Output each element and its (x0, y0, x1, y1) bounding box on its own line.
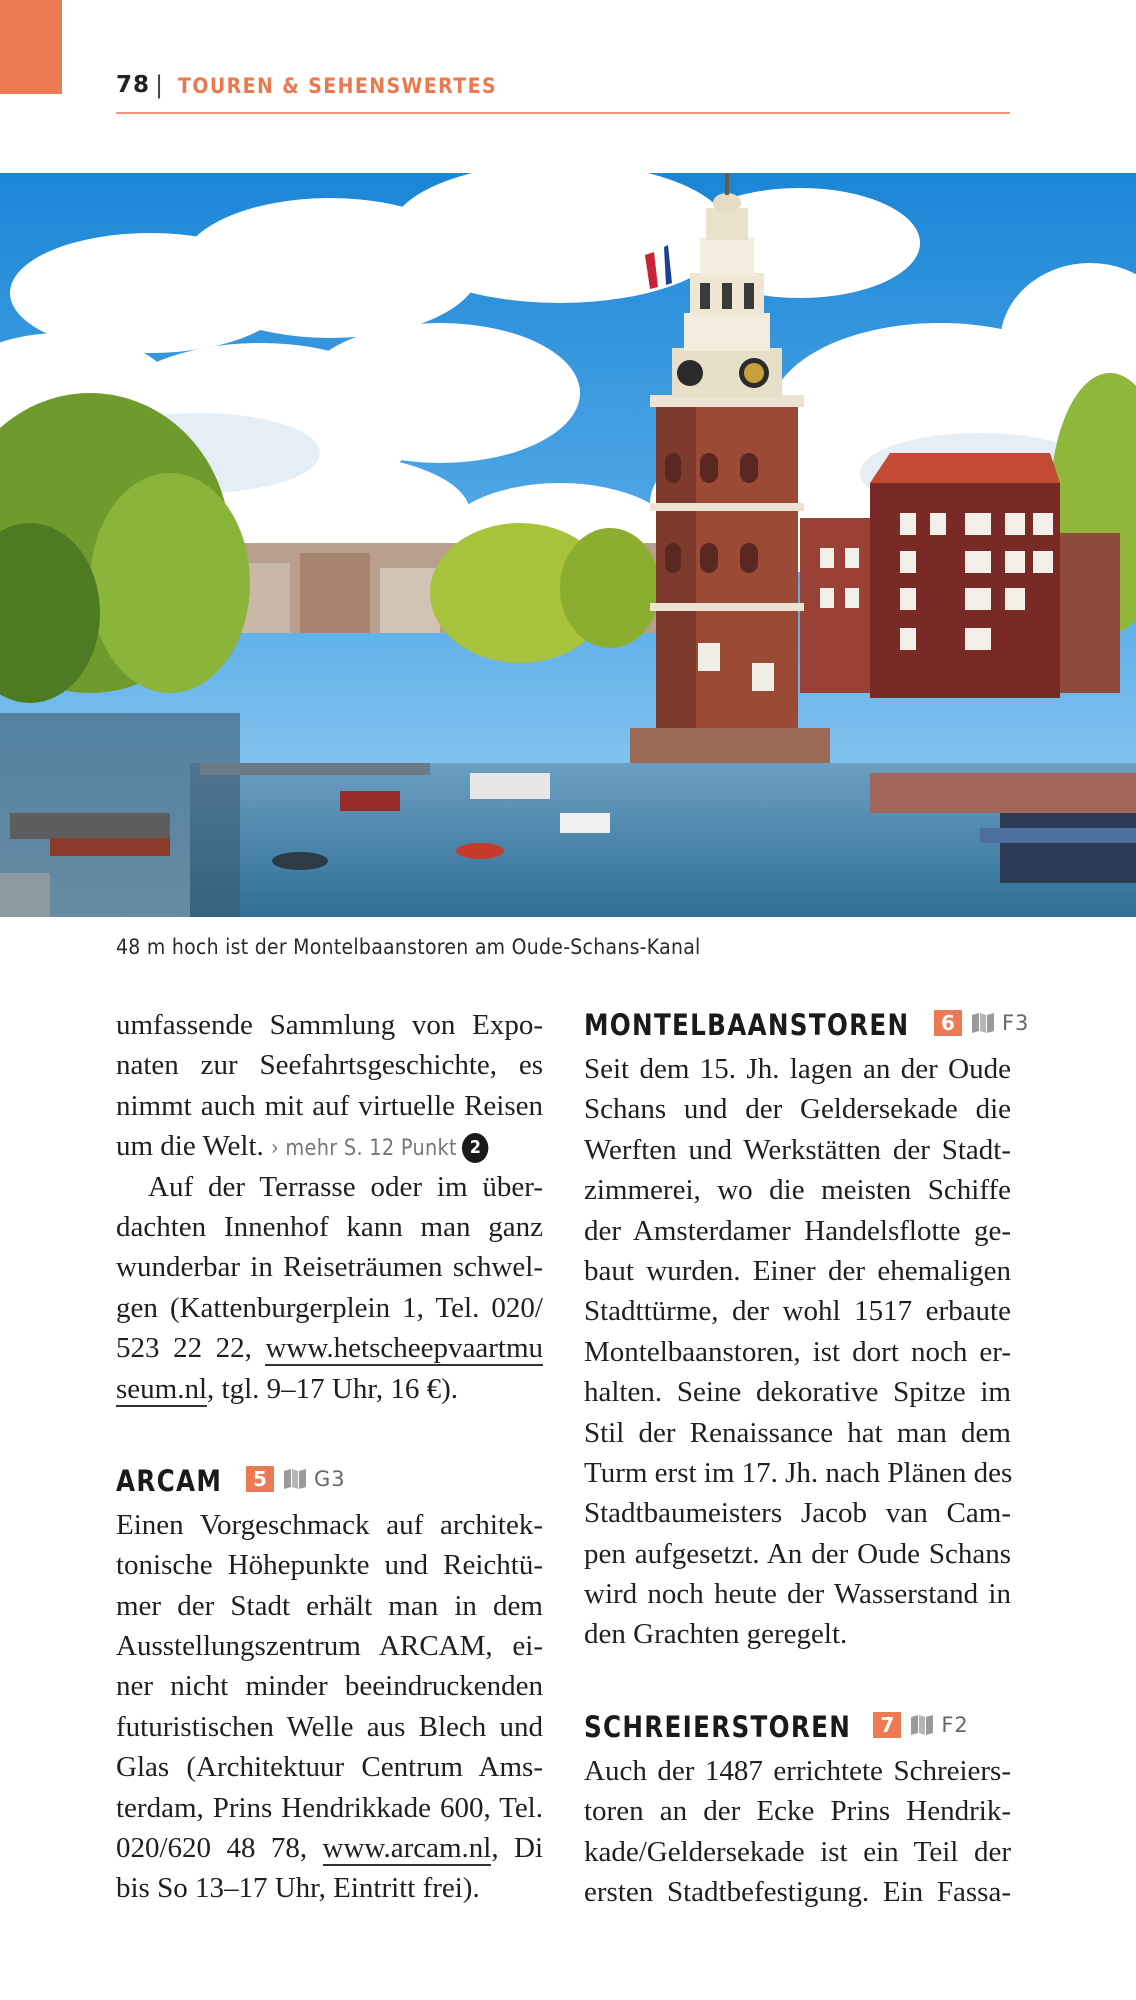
map-grid-ref: F2 (941, 1712, 969, 1737)
text-line: Auf der Terrasse oder im über- (148, 1170, 543, 1203)
heading-meta (246, 1453, 346, 1505)
text-line: Auch der 1487 errichtete Schreiers- (584, 1754, 1011, 1787)
text-line: Stil der Renaissance hat man dem (584, 1416, 1011, 1449)
text-line: der Amsterdamer Handelsflotte ge- (584, 1214, 1011, 1247)
heading-schreierstoren (584, 1699, 1011, 1751)
cross-reference[interactable] (271, 1126, 489, 1169)
running-header (116, 70, 1010, 114)
text-line: Glas (Architektuur Centrum Ams- (116, 1751, 543, 1784)
text-line: toren an der Ecke Prins Hendrik- (584, 1795, 1011, 1828)
text-line: ner nicht minder beeindruckenden (116, 1670, 543, 1703)
point-number-badge: 2 (462, 1133, 488, 1163)
text-line: den Grachten geregelt. (584, 1618, 848, 1651)
text-fragment: um die Welt. (116, 1130, 264, 1163)
section-title: TOUREN & SEHENSWERTES (178, 74, 498, 98)
text-line: baut wurden. Einer der ehemaligen (584, 1254, 1011, 1287)
page-corner-tab (0, 0, 62, 94)
text-line: Ausstellungszentrum ARCAM, ei- (116, 1630, 543, 1663)
heading-meta (873, 1699, 968, 1751)
text-line: gen (Kattenburgerplein 1, Tel. 020/ (116, 1291, 543, 1324)
text-line (116, 1126, 543, 1166)
text-line: pen aufgesetzt. An der Oude Schans (584, 1537, 1011, 1570)
heading-title: ARCAM (116, 1463, 223, 1498)
text-line: ersten Stadtbefestigung. Ein Fassa- (584, 1876, 1011, 1909)
text-line: Turm erst im 17. Jh. nach Plänen des (584, 1456, 1013, 1489)
map-icon (909, 1713, 935, 1737)
text-line: Montelbaanstoren, ist dort noch er- (584, 1335, 1011, 1368)
cross-reference-text: › mehr S. 12 Punkt (271, 1136, 457, 1162)
text-line: Stadttürme, der wohl 1517 erbaute (584, 1295, 1011, 1328)
heading-title: MONTELBAANSTOREN (584, 1008, 910, 1042)
heading-montelbaanstoren (584, 997, 1030, 1049)
text-line: umfassende Sammlung von Expo- (116, 1009, 543, 1041)
map-grid-ref: F3 (1001, 1011, 1030, 1035)
text-line: dachten Innenhof kann man ganz (116, 1210, 543, 1243)
text-line: Seit dem 15. Jh. lagen an der Oude (584, 1053, 1011, 1085)
heading-arcam (116, 1453, 543, 1505)
text-line: wird noch heute der Wasserstand in (584, 1578, 1011, 1611)
text-line: kade/Geldersekade ist ein Teil der (584, 1835, 1011, 1868)
website-link-hetscheepvaartmuseum[interactable]: www.hetscheepvaartmu (265, 1332, 544, 1365)
map-icon (970, 1011, 996, 1035)
text-line: Einen Vorgeschmack auf architek- (116, 1508, 543, 1541)
sight-number-badge: 6 (934, 1010, 962, 1036)
text-fragment: 020/620 48 78, (116, 1832, 308, 1865)
heading-meta (934, 997, 1029, 1049)
text-line: futuristischen Welle aus Blech und (116, 1710, 543, 1743)
sight-number-badge: 5 (246, 1466, 274, 1492)
text-line: Werften und Werkstätten der Stadt- (584, 1133, 1011, 1166)
text-line: Schans und der Geldersekade die (584, 1093, 1011, 1126)
text-fragment: , Di (491, 1832, 544, 1865)
sight-number-badge: 7 (873, 1712, 901, 1738)
text-line: tonische Höhepunkte und Reichtü- (116, 1549, 543, 1582)
text-line: zimmerei, wo die meisten Schiffe (584, 1174, 1011, 1207)
website-link-arcam[interactable]: www.arcam.nl (322, 1832, 492, 1865)
text-line: halten. Seine dekorative Spitze im (584, 1376, 1011, 1409)
text-line: wunderbar in Reiseträumen schwel- (116, 1251, 543, 1284)
map-grid-ref: G3 (313, 1466, 346, 1491)
text-line: terdam, Prins Hendrikkade 600, Tel. (116, 1791, 543, 1824)
text-line: mer der Stadt erhält man in dem (116, 1589, 543, 1622)
photo-caption: 48 m hoch ist der Montelbaanstoren am Oude-Schans-Kanal (116, 935, 701, 959)
right-column (584, 1005, 1030, 1912)
text-line (116, 1328, 543, 1368)
text-line (116, 1828, 543, 1868)
text-line: naten zur Seefahrtsgeschichte, es (116, 1049, 543, 1082)
text-line (116, 1369, 543, 1409)
left-column (116, 1005, 543, 1909)
heading-title: SCHREIERSTOREN (584, 1709, 852, 1744)
text-line: Stadtbaumeisters Jacob van Cam- (584, 1497, 1011, 1530)
text-fragment: , tgl. 9–17 Uhr, 16 €). (207, 1372, 458, 1405)
text-line: nimmt auch mit auf virtuelle Reisen (116, 1089, 543, 1122)
text-line: bis So 13–17 Uhr, Eintritt frei). (116, 1872, 480, 1905)
photo-montelbaanstoren (0, 173, 1136, 917)
website-link-hetscheepvaartmuseum-cont[interactable]: seum.nl (116, 1372, 208, 1405)
header-separator: | (155, 71, 164, 99)
text-fragment: 523 22 22, (116, 1332, 252, 1365)
page-number: 78 (116, 72, 151, 98)
map-icon (282, 1467, 308, 1491)
